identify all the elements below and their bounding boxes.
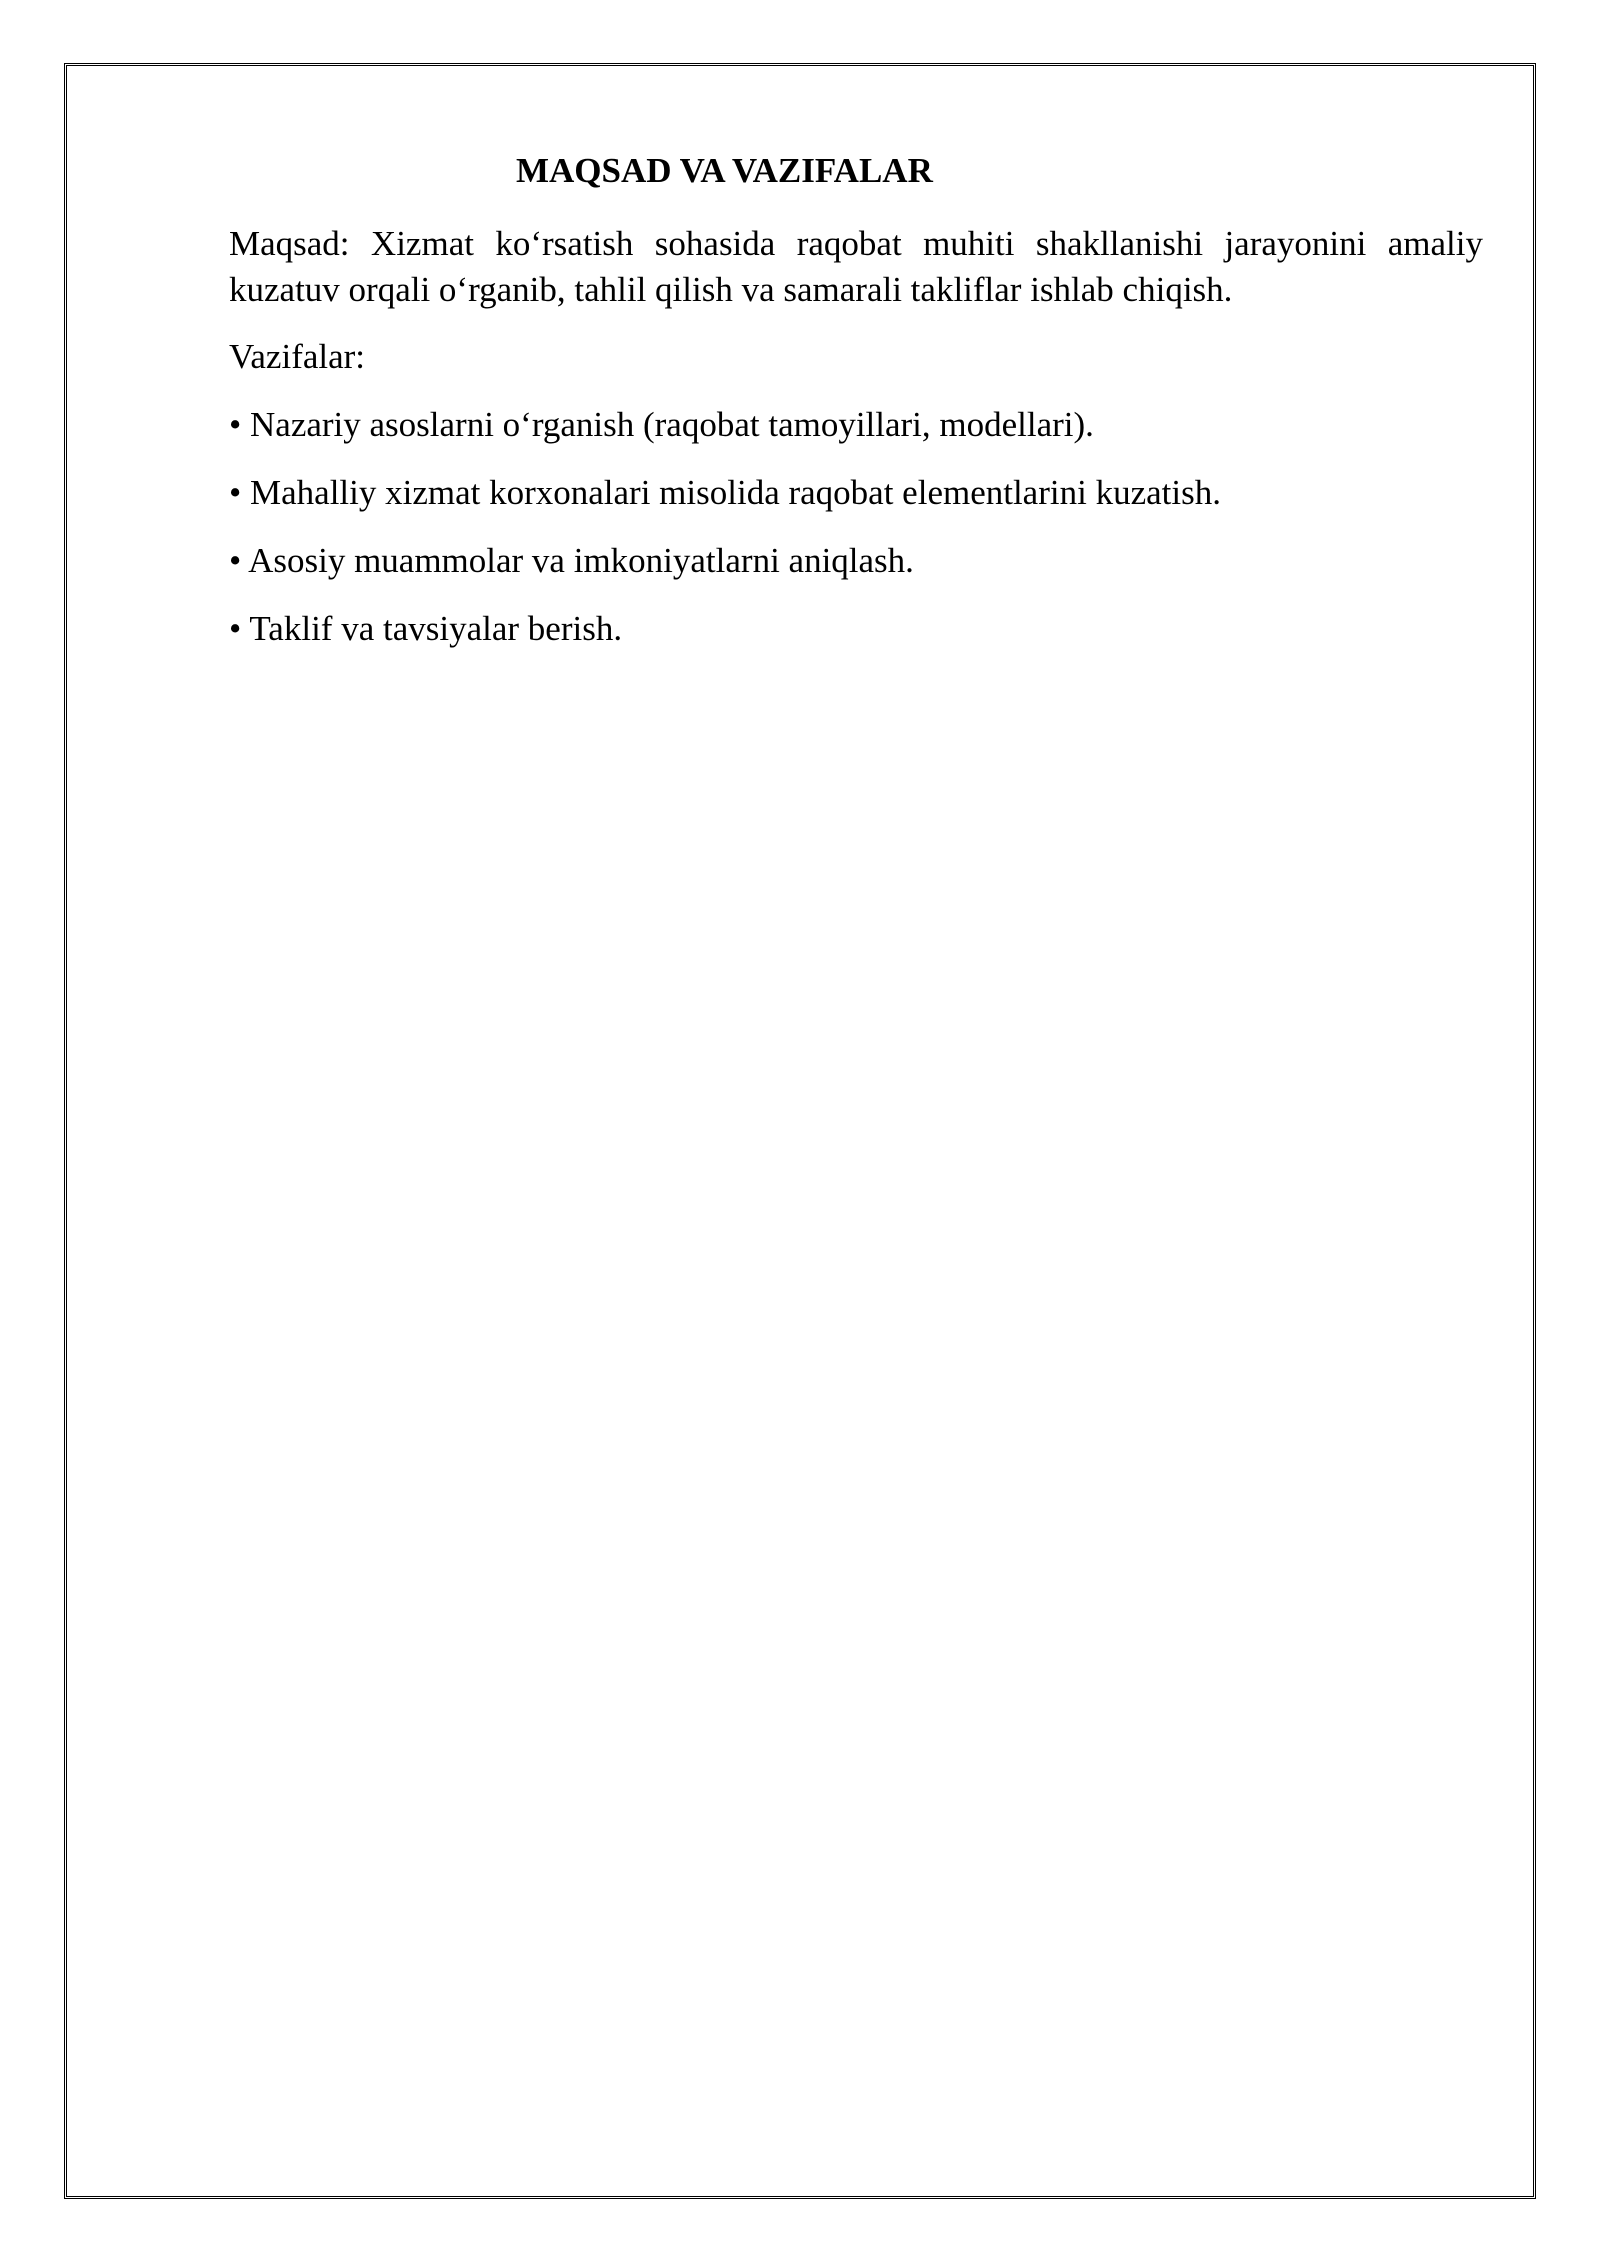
page-title: MAQSAD VA VAZIFALAR <box>516 151 933 190</box>
tasks-label: Vazifalar: <box>229 337 366 376</box>
task-item: • Nazariy asoslarni o‘rganish (raqobat tamoyillari, modellari). <box>229 405 1094 444</box>
task-item: • Mahalliy xizmat korxonalari misolida raqobat elementlarini kuzatish. <box>229 473 1221 512</box>
task-list <box>229 402 1483 674</box>
task-item: • Asosiy muammolar va imkoniyatlarni aniqlash. <box>229 541 914 580</box>
goal-paragraph: Maqsad: Xizmat ko‘rsatish sohasida raqobat muhiti shakllanishi jarayonini amaliy kuzatuv orqali o‘rganib, tahlil qilish va samarali takliflar ishlab chiqish. <box>229 224 1483 309</box>
task-item: • Taklif va tavsiyalar berish. <box>229 609 623 648</box>
page-border <box>64 63 1536 2199</box>
